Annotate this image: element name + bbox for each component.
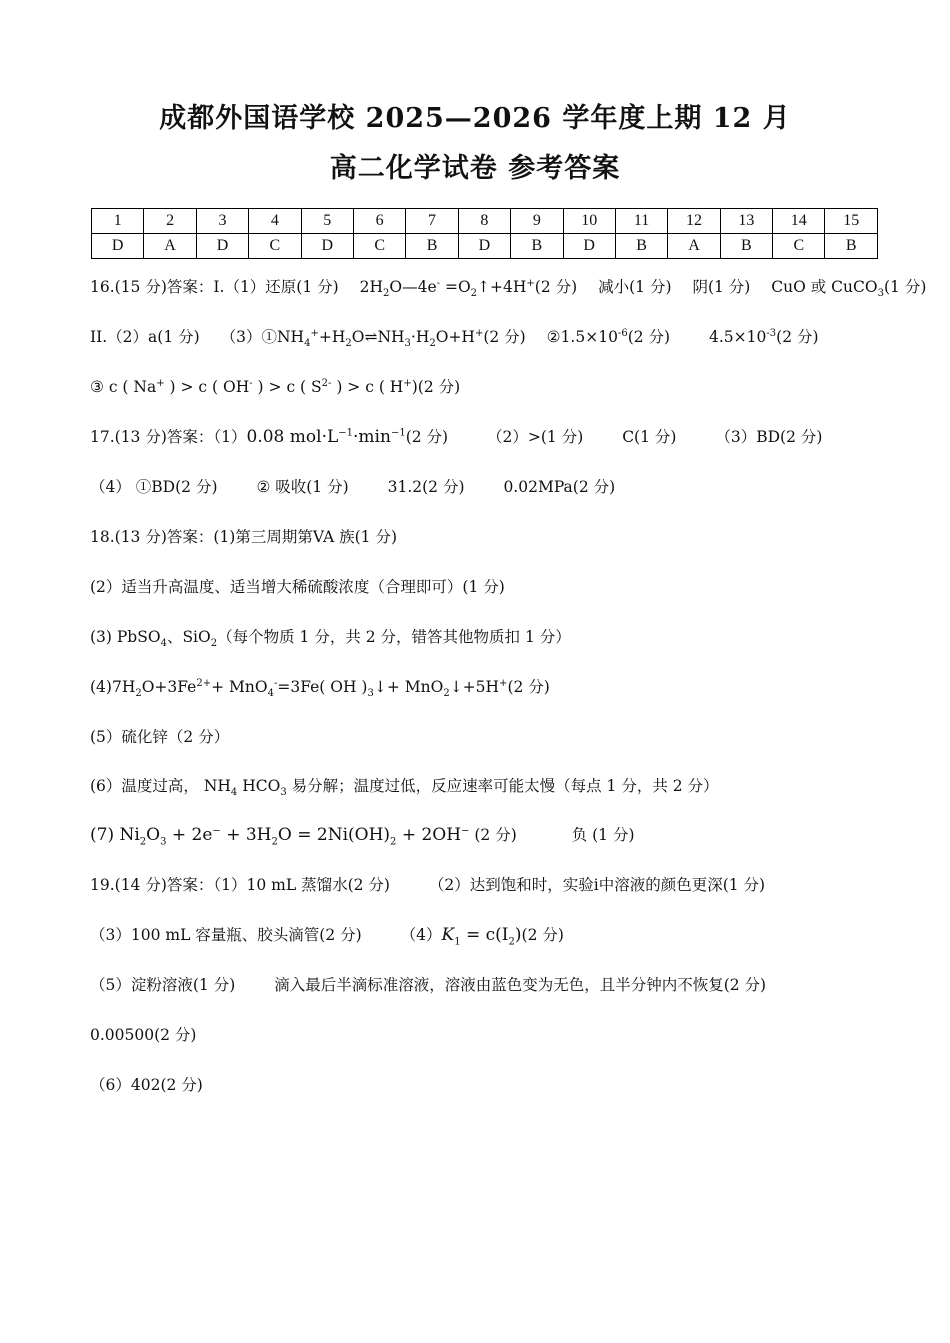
q17-line-2 [90,475,615,497]
answer-cell: C [353,234,405,259]
q18-line-5: (5）硫化锌（2 分） [90,728,230,746]
q16-ii-3-equation: $(3)①NH_4^++H_2O\rightleftharpoons NH_3\cdot H_2O+H^+(2$ 分) [220,327,526,350]
question-number-cell: 7 [406,209,458,234]
q17-4-value: 31.2(2 分) [387,478,465,496]
answer-table-number-row [92,209,878,234]
q16-ii-3-value-2: $4.5\times 10^{-3}(2$ 分) [709,327,819,346]
page-title: 成都外国语学校 2025—2026 学年度上期 12 月 [159,103,791,134]
answer-cell: D [92,234,144,259]
q18-line-7: (7) $Ni_2O_3 + 2e^- + 3H_2O = 2Ni(OH)_2 + 2OH^-$ (2 分) 负 (1 分) [90,825,635,848]
q18-answer-negative: 负 (1 分) [571,826,635,844]
question-number-cell: 8 [458,209,510,234]
answer-cell: A [668,234,720,259]
answer-cell: D [196,234,248,259]
question-number-cell: 10 [563,209,615,234]
answer-cell: D [458,234,510,259]
q17-answer-2: （2）>(1 分) [487,428,584,446]
q19-line-4: 0.00500(2 分) [90,1026,197,1044]
q19-line-1: 19.(14 分)答案：（1）10 mL 蒸馏水(2 分) （2）达到饱和时，实验i中溶液的颜色更深(1 分) [90,876,766,894]
answer-cell: D [563,234,615,259]
answer-cell: D [301,234,353,259]
answer-cell: B [511,234,563,259]
question-number-cell: 9 [511,209,563,234]
question-number-cell: 6 [353,209,405,234]
q17-4-absorb: ② 吸收(1 分) [256,478,349,496]
q16-equation: $2H_2O—4e^-$ $=O_2↑+4H^+(2$ 分) [359,277,578,300]
answer-table-answer-row [92,234,878,259]
page-subtitle: 高二化学试卷 参考答案 [329,153,621,184]
question-number-cell: 2 [144,209,196,234]
q17-answer-c: C(1 分) [622,428,677,446]
question-number-cell: 4 [249,209,301,234]
answer-cell: B [720,234,772,259]
question-number-cell: 3 [196,209,248,234]
q16-answer-cuo: CuO 或 CuCO$_3$(1 分) [771,278,927,300]
q19-line-5: （6）402(2 分) [90,1076,203,1094]
q19-k-expression: $K_1 = c(I_2)$ [441,925,522,948]
q17-rate: 0.08 $mol\cdot L^{-1}\cdot\min^{-1}$ [246,427,406,447]
question-number-cell: 15 [825,209,878,234]
q18-line-2: (2）适当升高温度、适当增大稀硫酸浓度（合理即可）(1 分) [90,578,505,596]
answer-cell: C [773,234,825,259]
answer-cell: C [249,234,301,259]
q16-lead: 16.(15 分)答案：I.（1）还原(1 分) [90,278,339,296]
q19-line-3: （5）淀粉溶液(1 分) 滴入最后半滴标准溶液，溶液由蓝色变为无色，且半分钟内不恢复(2 分) [90,976,767,994]
q17-4-pressure: 0.02MPa(2 分) [503,478,616,496]
q16-line-2 [90,325,819,350]
q16-ii-2: II.（2）a(1 分) [90,328,200,346]
answer-cell: B [406,234,458,259]
answer-cell: B [615,234,667,259]
q18-line-1: 18.(13 分)答案：(1)第三周期第VA 族(1 分) [90,528,397,546]
answer-cell: A [144,234,196,259]
question-number-cell: 1 [92,209,144,234]
q16-line-3: ③ c ( Na+ ) > c ( OH- ) > c ( $S^{2-}$ ) > c ( H+)(2 分) [90,377,461,396]
question-number-cell: 14 [773,209,825,234]
question-number-cell: 12 [668,209,720,234]
question-number-cell: 11 [615,209,667,234]
q18-line-3: (3) PbSO$_4$、SiO$_2$（每个物质 1 分，共 2 分，错答其他物质扣 1 分） [90,628,571,650]
q18-line-4: $(4)7H_2O+3Fe^{2+}+ MnO_4^-=3Fe$( OH )$_3↓+$ MnO$_2$↓+5H+(2 分) [90,677,550,700]
question-number-cell: 5 [301,209,353,234]
answer-cell: B [825,234,878,259]
q16-ii-3-value-1: $②1.5\times 10^{-6}(2$ 分) [546,327,671,346]
q17-4-bd: （4） ①BD(2 分) [90,478,218,496]
answer-table [91,208,878,259]
q16-answer-cathode: 阴(1 分) [692,278,751,296]
q18-line-6: (6）温度过高， $NH_4$ $HCO_3$ 易分解；温度过低，反应速率可能太慢（每点 1 分，共 2 分） [90,777,719,799]
question-number-cell: 13 [720,209,772,234]
q16-line-1 [90,275,927,300]
q17-line-1: 17.(13 分)答案：（1）0.08 $mol\cdot L^{-1}\cdot\min^{-1}(2$ 分) （2）>(1 分) C(1 分) （3）BD(2 分) [90,427,823,447]
q19-line-2: （3）100 mL 容量瓶、胶头滴管(2 分) $(4)K_1 = c(I_2)(2$ 分) [90,925,564,948]
q17-answer-3: （3）BD(2 分) [715,428,823,446]
q18-equation: (7) $Ni_2O_3 + 2e^- + 3H_2O = 2Ni(OH)_2 + 2OH^-$ [90,825,470,848]
q16-answer-decrease: 减小(1 分) [598,278,672,296]
